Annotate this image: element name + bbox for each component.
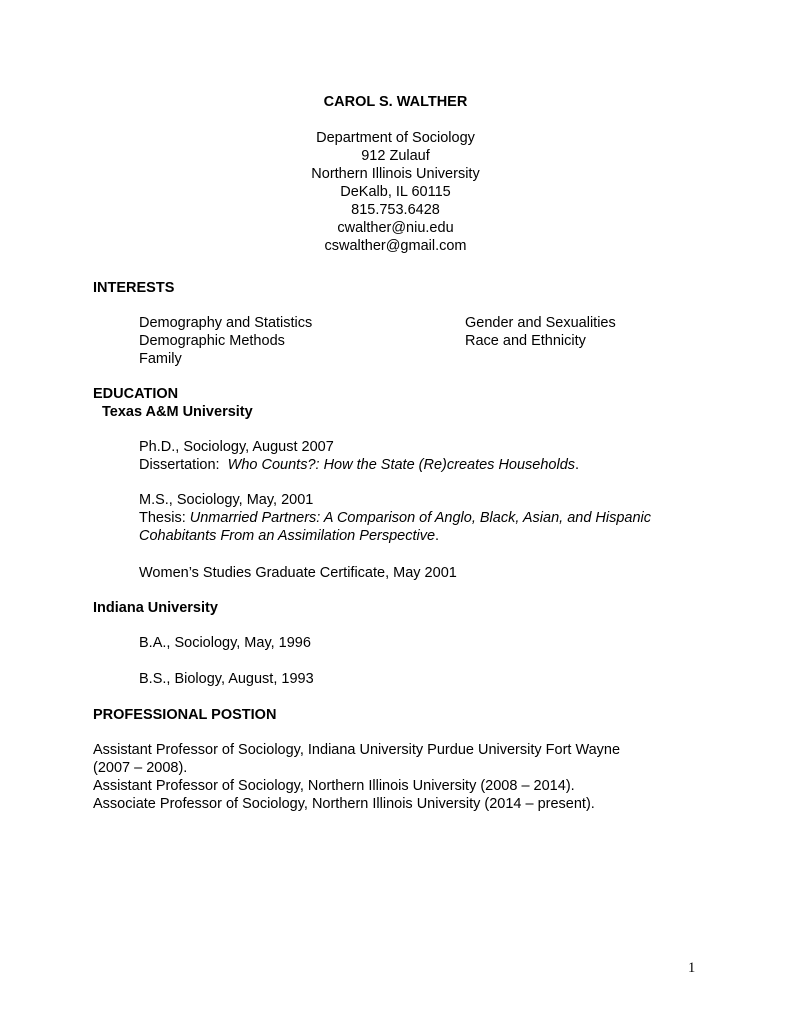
professional-heading: PROFESSIONAL POSTION [93,707,277,723]
thesis-label: Thesis: [139,510,190,526]
position-line: (2007 – 2008). [93,760,188,776]
thesis-end: . [435,528,440,544]
interest-item: Gender and Sexualities [465,315,616,331]
building-line: 912 Zulauf [361,148,430,164]
page-number: 1 [688,960,696,976]
ba-block [139,634,311,652]
professional-positions [93,741,620,813]
dissertation-title: Who Counts?: How the State (Re)creates Households [227,457,576,473]
email-line-gmail: cswalther@gmail.com [324,238,467,254]
phd-block [139,438,579,474]
bs-block [139,670,314,688]
position-line: Associate Professor of Sociology, Northern Illinois University (2014 – present). [93,796,595,812]
certificate-block [139,564,457,582]
interest-item: Race and Ethnicity [465,333,586,349]
department-line: Department of Sociology [316,130,475,146]
bs-degree: B.S., Biology, August, 1993 [139,671,314,687]
interest-item: Demography and Statistics [139,315,313,331]
ms-degree: M.S., Sociology, May, 2001 [139,492,314,508]
phd-degree: Ph.D., Sociology, August 2007 [139,439,334,455]
education-heading: EDUCATION [93,386,179,402]
certificate-line: Women’s Studies Graduate Certificate, May 2001 [139,565,457,581]
position-line: Assistant Professor of Sociology, Indiana University Purdue University Fort Wayne [93,742,621,758]
interest-item: Family [139,351,182,367]
tamu-name: Texas A&M University [102,404,253,420]
dissertation-line [139,456,579,474]
dissertation-end: . [575,457,580,473]
city-line: DeKalb, IL 60115 [340,184,451,200]
cv-header [0,93,791,255]
email-line-niu: cwalther@niu.edu [337,220,454,236]
interests-column-2 [465,314,616,350]
university-line: Northern Illinois University [311,166,480,182]
thesis-title-1: Unmarried Partners: A Comparison of Anglo, Black, Asian, and Hispanic [189,510,652,526]
ms-block [139,491,651,545]
interest-item: Demographic Methods [139,333,285,349]
thesis-line-2 [139,527,651,545]
phone-line: 815.753.6428 [351,202,440,218]
contact-block [0,129,791,255]
ba-degree: B.A., Sociology, May, 1996 [139,635,311,651]
thesis-title-2: Cohabitants From an Assimilation Perspective [139,528,436,544]
interests-heading: INTERESTS [93,280,175,296]
dissertation-label: Dissertation: [139,457,228,473]
person-name: CAROL S. WALTHER [323,94,468,110]
thesis-line-1 [139,509,651,527]
position-line: Assistant Professor of Sociology, Northern Illinois University (2008 – 2014). [93,778,575,794]
iu-name: Indiana University [93,600,218,616]
interests-column-1 [139,314,312,368]
